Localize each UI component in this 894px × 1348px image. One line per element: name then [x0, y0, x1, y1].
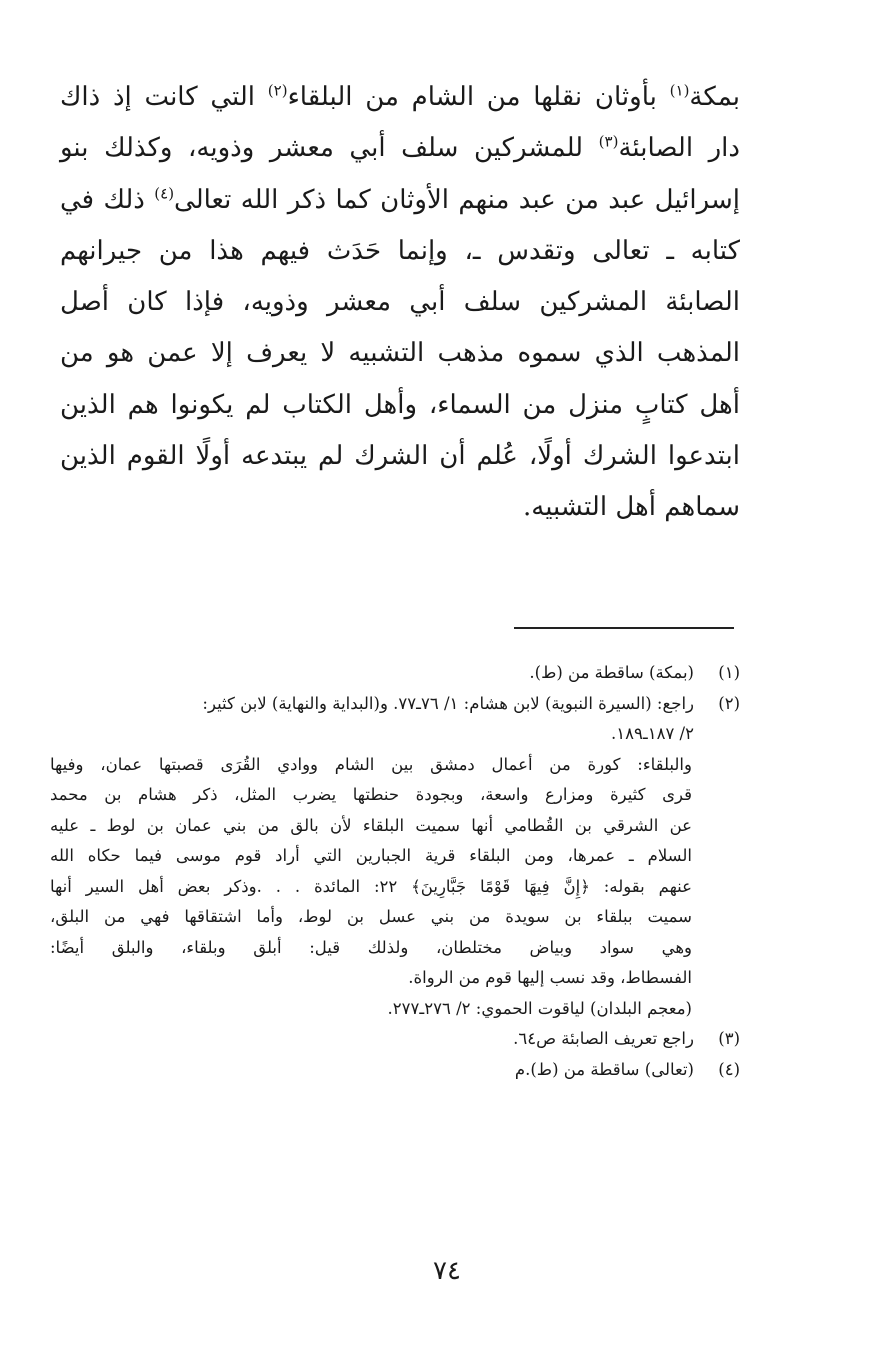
footnote-number: (١): [718, 663, 740, 682]
footnote-1: [50, 658, 740, 689]
footnotes: [50, 658, 740, 1085]
commentary-line: قرى كثيرة ومزارع واسعة، وبجودة حنطتها يضرب المثل، ذكر هشام بن محمد: [50, 785, 692, 804]
text-line: سماهم أهل التشبيه.: [523, 492, 740, 523]
commentary-line: عن الشرقي بن القُطامي أنها سميت البلقاء لأن بالق من بني عمان بن لوط ـ عليه: [50, 815, 692, 835]
footnote-text: (تعالى) ساقطة من (ط).م: [514, 1059, 694, 1079]
commentary-line: وهي سواد وبياض مختلطان، ولذلك قيل: أبلق وبلقاء، والبلق أيضًا:: [50, 937, 692, 957]
footnote-marker[interactable]: (٢): [267, 81, 288, 100]
text-line: كتابه ـ تعالى وتقدس ـ، وإنما حَدَث فيهم هذا من جيرانهم: [60, 235, 740, 266]
footnote-text: ٢/ ١٨٧ـ١٨٩.: [611, 724, 694, 743]
text-line: دار الصابئة$^{(٣)}$ للمشركين سلف أبي معشر وذويه، وكذلك بنو: [60, 132, 740, 164]
main-text: [60, 72, 740, 534]
commentary-line: الفسطاط، وقد نسب إليها قوم من الرواة.: [408, 968, 692, 987]
footnote-number: (٤): [718, 1059, 740, 1079]
footnote-marker[interactable]: (٤): [154, 183, 175, 202]
text-line: الصابئة المشركين سلف أبي معشر وذويه، فإذا كان أصل: [60, 287, 740, 318]
footnote-marker[interactable]: (٣): [598, 132, 619, 151]
footnote-separator: [514, 627, 734, 629]
footnote-2: [50, 689, 740, 750]
footnote-3: [50, 1024, 740, 1055]
commentary-line: سميت ببلقاء بن سويدة من بني عسل بن لوط، وأما اشتقاقها فهي من البلق،: [50, 907, 692, 926]
footnote-2-commentary: [50, 750, 740, 1025]
commentary-line: عنهم بقوله: ﴿إِنَّ فِيهَا قَوْمًا جَبَّارِينَ﴾ ٢٢: المائدة . . .وذكر بعض أهل السير أنها: [50, 876, 692, 896]
commentary-line: السلام ـ عمرها، ومن البلقاء قرية الجبارين التي أراد قوم موسى فيما حكاه الله: [50, 846, 692, 865]
commentary-line: (معجم البلدان) لياقوت الحموي: ٢/ ٢٧٦ـ٢٧٧.: [387, 998, 692, 1018]
footnote-number: (٢): [718, 693, 740, 713]
footnote-text: (بمكة) ساقطة من (ط).: [529, 663, 694, 682]
commentary-line: والبلقاء: كورة من أعمال دمشق بين الشام ووادي القُرَى قصبتها عمان، وفيها: [50, 754, 692, 774]
footnote-4: [50, 1055, 740, 1086]
footnote-number: (٣): [718, 1029, 740, 1048]
text-line: إسرائيل عبد من عبد منهم الأوثان كما ذكر الله تعالى$^{(٤)}$ ذلك في: [60, 183, 740, 215]
text-line: ابتدعوا الشرك أولًا، عُلم أن الشرك لم يبتدعه أولًا القوم الذين: [60, 441, 740, 472]
text-line: أهل كتابٍ منزل من السماء، وأهل الكتاب لم يكونوا هم الذين: [60, 389, 740, 420]
text-line: المذهب الذي سموه مذهب التشبيه لا يعرف إلا عمن هو من: [60, 338, 740, 369]
page-number: ٧٤: [433, 1256, 461, 1286]
footnote-marker[interactable]: (١): [669, 81, 690, 100]
footnote-text: راجع تعريف الصابئة ص٦٤.: [513, 1029, 694, 1048]
text-line: بمكة$^{(١)}$ بأوثان نقلها من الشام من البلقاء$^{(٢)}$ التي كانت إذ ذاك: [60, 81, 740, 112]
footnote-text: راجع: (السيرة النبوية) لابن هشام: ١/ ٧٦ـ٧٧. و(البداية والنهاية) لابن كثير:: [202, 693, 694, 713]
